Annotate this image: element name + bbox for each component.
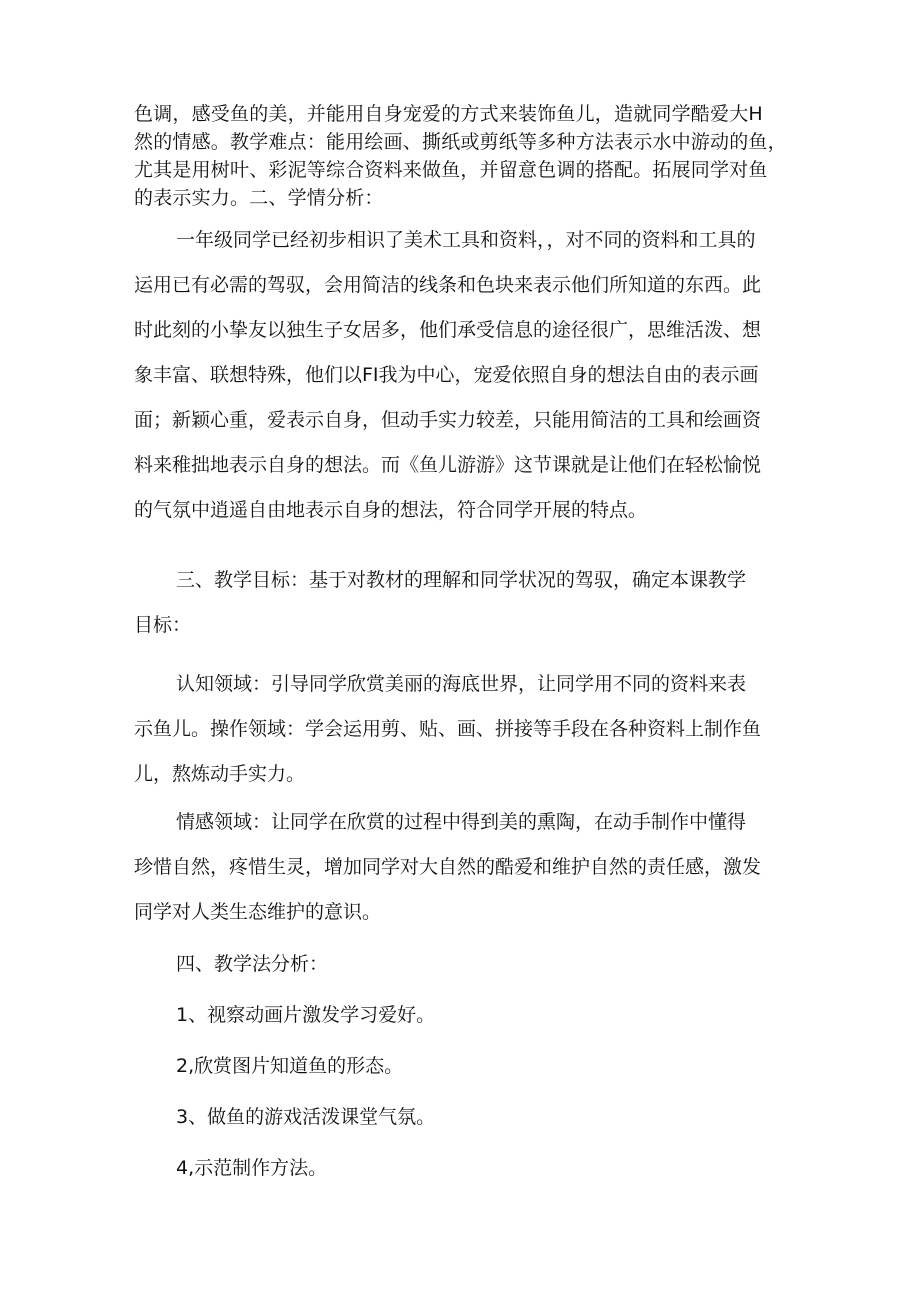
text-line: 4,示范制作方法。 <box>176 1157 328 1179</box>
text-line: 儿，熬炼动手实力。 <box>134 763 306 785</box>
text-line: 认知领域：引导同学欣赏美丽的海底世界，让同学用不同的资料来表 <box>176 673 747 695</box>
section-heading-methods <box>134 942 794 987</box>
paragraph-teaching-goals <box>134 558 794 648</box>
text-line: 目标： <box>134 614 192 636</box>
text-line: 珍惜自然，疼惜生灵，增加同学对大自然的酷爱和维护自然的责任感，激发 <box>134 856 762 878</box>
paragraph-cognitive-domain <box>134 662 794 797</box>
text-line: 尤其是用树叶、彩泥等综合资料来做鱼，并留意色调的搭配。拓展同学对鱼 <box>134 159 768 181</box>
text-line: 面；新颖心重，爱表示自身，但动手实力较差，只能用简洁的工具和绘画资 <box>134 409 762 431</box>
text-line: 料来稚拙地表示自身的想法。而《鱼儿游游》这节课就是让他们在轻松愉悦 <box>134 454 762 476</box>
list-item <box>134 993 794 1038</box>
text-line: 的气氛中逍遥自由地表示自身的想法，符合同学开展的特点。 <box>134 499 648 521</box>
list-item <box>134 1146 794 1191</box>
text-line: 象丰富、联想特殊，他们以FI我为中心，宠爱依照自身的想法自由的表示画 <box>134 364 759 386</box>
text-line: 1、视察动画片激发学习爱好。 <box>176 1004 436 1026</box>
list-item <box>134 1044 794 1089</box>
text-line: 一年级同学已经初步相识了美术工具和资料，，对不同的资料和工具的 <box>176 229 756 251</box>
text-line: 2,欣赏图片知道鱼的形态。 <box>176 1055 404 1077</box>
paragraph-student-analysis <box>134 218 794 533</box>
paragraph-teaching-difficulty <box>134 100 794 212</box>
text-line: 色调，感受鱼的美，并能用自身宠爱的方式来装饰鱼儿，造就同学酷爱大H <box>134 103 763 125</box>
text-line: 三、教学目标：基于对教材的理解和同学状况的驾驭，确定本课教学 <box>176 569 747 591</box>
text-line: 运用已有必需的驾驭，会用简洁的线条和色块来表示他们所知道的东西。此 <box>134 274 762 296</box>
text-line: 同学对人类生态维护的意识。 <box>134 901 382 923</box>
text-line: 时此刻的小挚友以独生子女居多，他们承受信息的途径很广，思维活泼、想 <box>134 319 762 341</box>
text-line: 3、做鱼的游戏活泼课堂气氛。 <box>176 1106 436 1128</box>
text-line: 情感领域：让同学在欣赏的过程中得到美的熏陶，在动手制作中懂得 <box>176 811 747 833</box>
text-line: 示鱼儿。操作领域：学会运用剪、贴、画、拼接等手段在各种资料上制作鱼 <box>134 718 762 740</box>
text-line: 四、教学法分析： <box>176 953 329 975</box>
paragraph-emotional-domain <box>134 800 794 935</box>
text-line: 的表示实力。二、学情分析： <box>134 187 384 209</box>
list-item <box>134 1095 794 1140</box>
text-line: 然的情感。教学难点：能用绘画、撕纸或剪纸等多种方法表示水中游动的鱼， <box>134 131 787 153</box>
